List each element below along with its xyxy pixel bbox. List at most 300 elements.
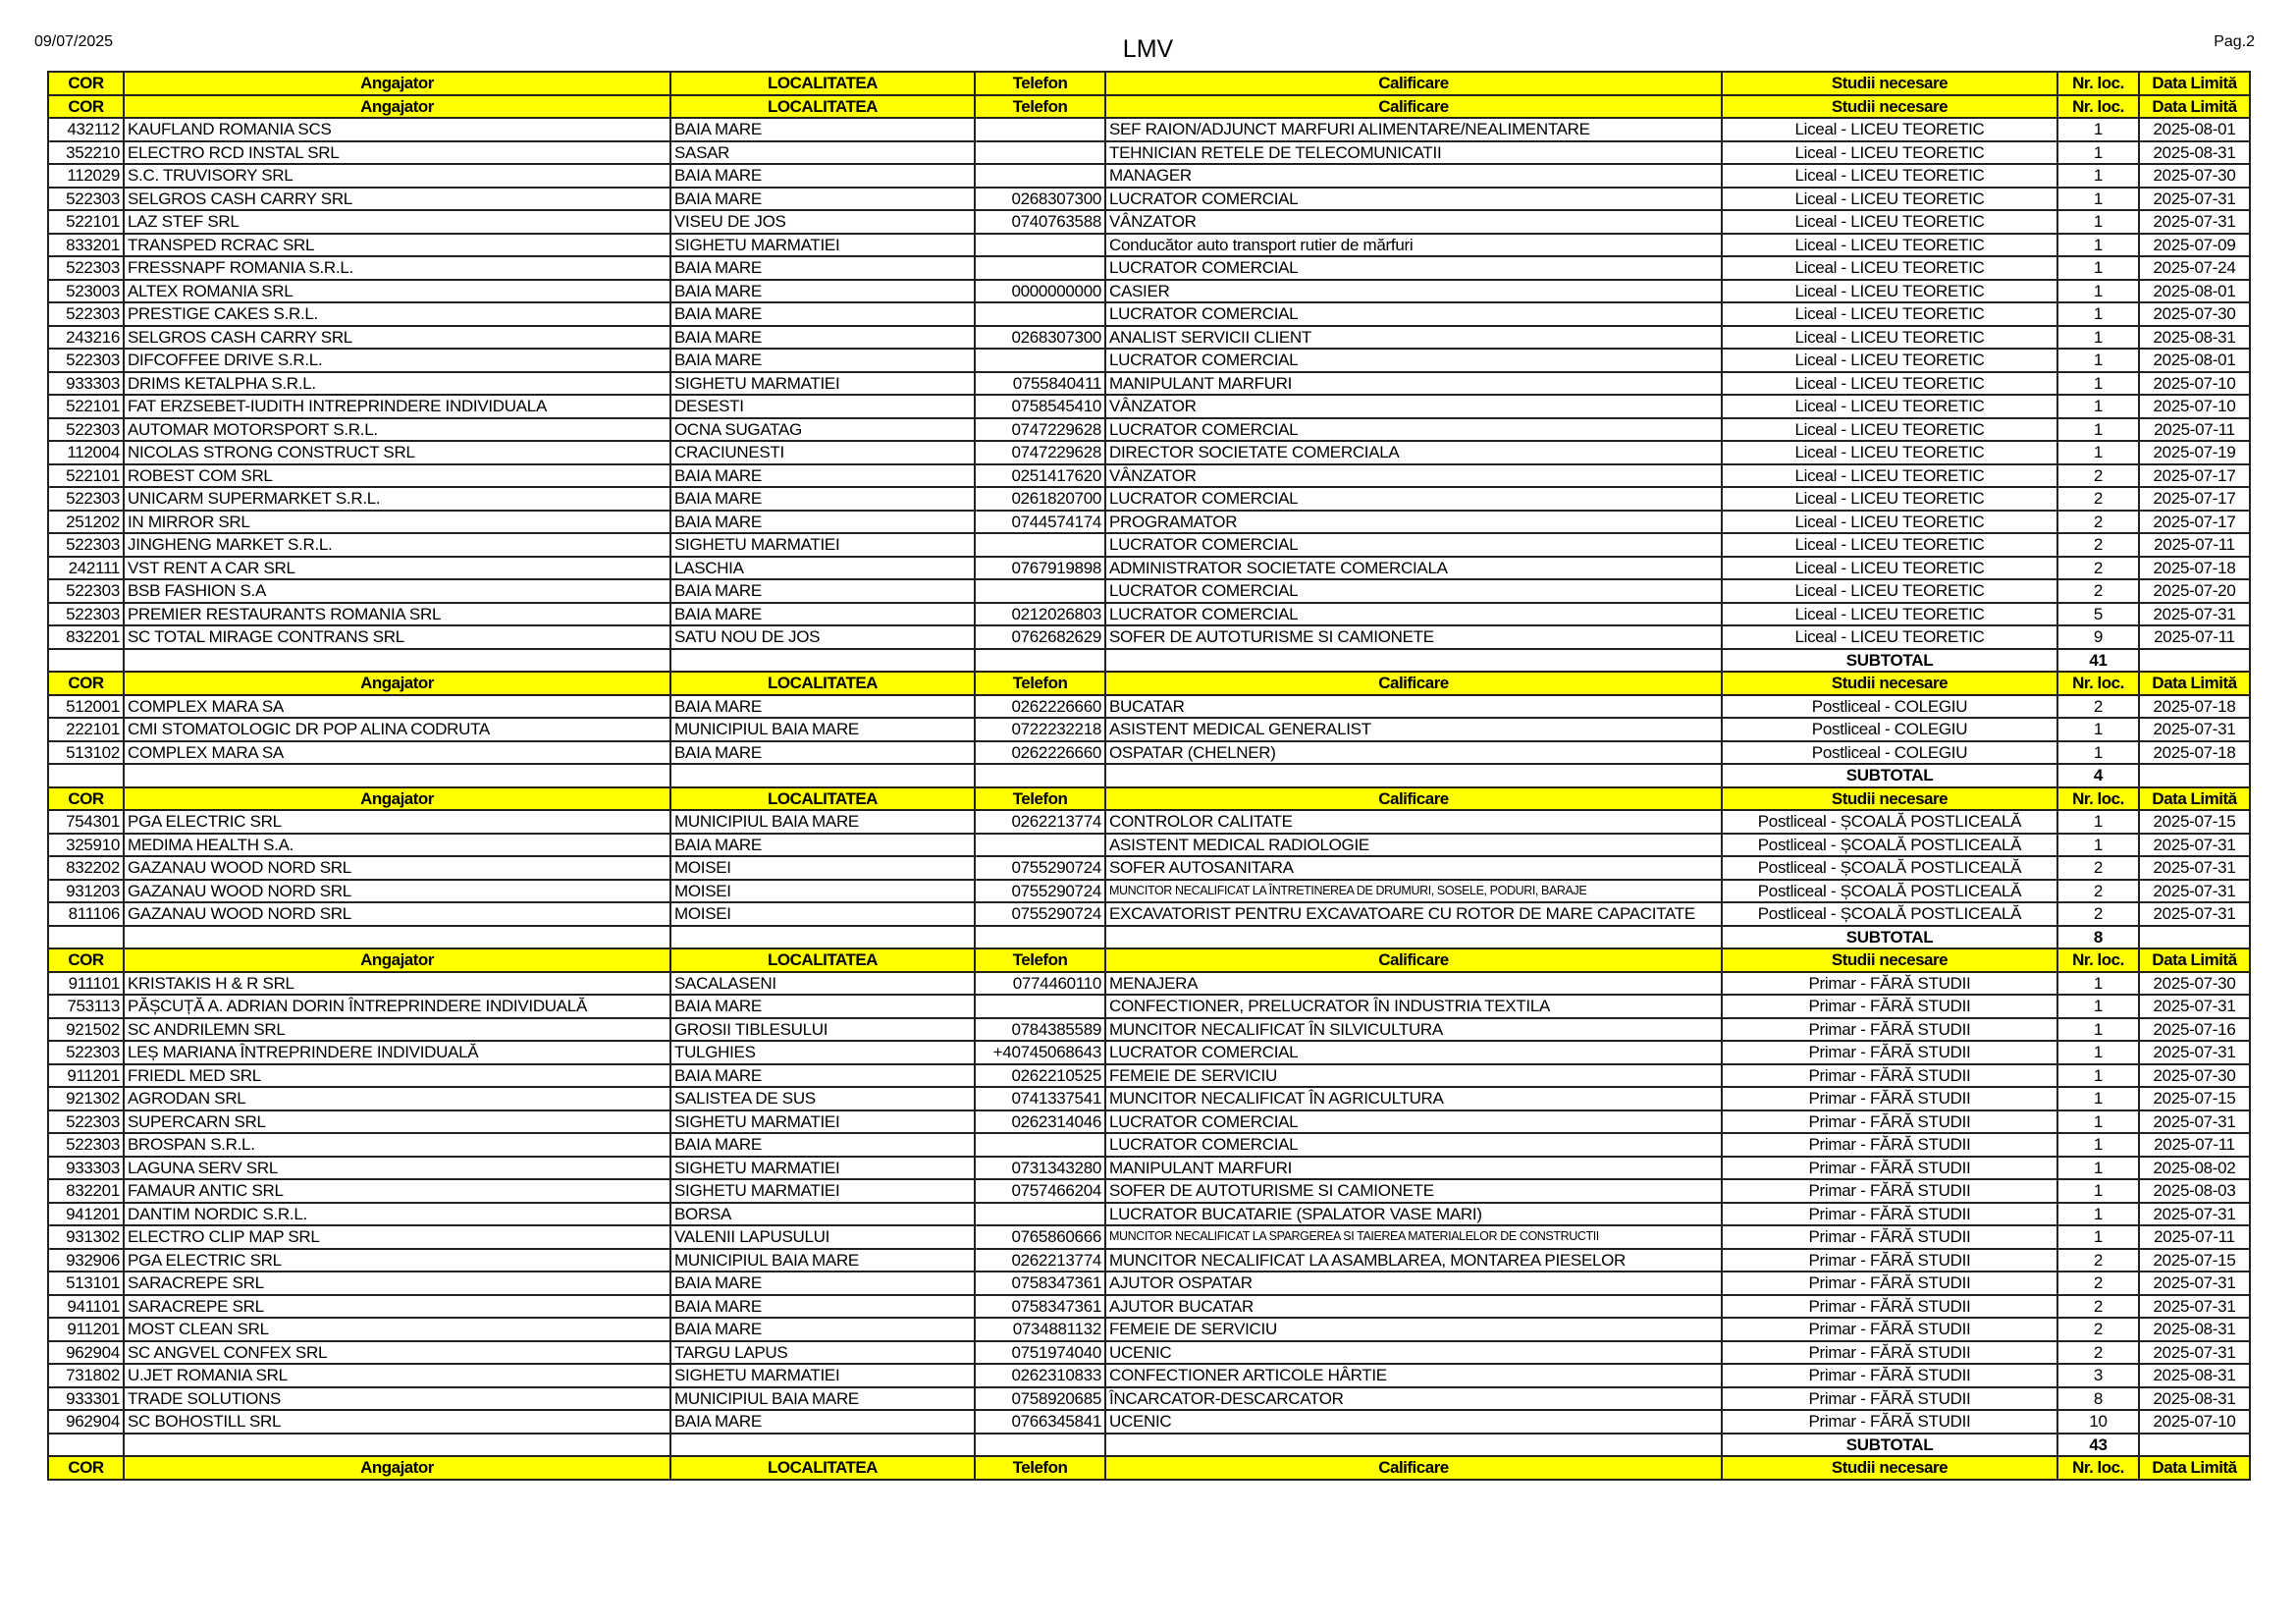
empty-cell: [670, 926, 975, 949]
cell-localitatea: BAIA MARE: [670, 280, 975, 303]
cell-angajator: GAZANAU WOOD NORD SRL: [124, 880, 670, 903]
cell-localitatea: TARGU LAPUS: [670, 1341, 975, 1365]
table-row: [48, 1295, 2250, 1319]
table-row: [48, 1318, 2250, 1341]
cell-nr-loc: 2: [2057, 533, 2139, 557]
cell-cor: 522303: [48, 418, 124, 442]
cell-nr-loc: 1: [2057, 118, 2139, 141]
table-row: [48, 579, 2250, 603]
cell-studii: Primar - FĂRĂ STUDII: [1722, 1018, 2057, 1042]
cell-nr-loc: 2: [2057, 856, 2139, 880]
header-localitatea: LOCALITATEA: [670, 948, 975, 972]
cell-data-limita: 2025-07-09: [2139, 234, 2250, 257]
cell-studii: Liceal - LICEU TEORETIC: [1722, 234, 2057, 257]
cell-angajator: ELECTRO CLIP MAP SRL: [124, 1225, 670, 1249]
cell-cor: 522303: [48, 256, 124, 280]
cell-studii: Liceal - LICEU TEORETIC: [1722, 579, 2057, 603]
cell-nr-loc: 1: [2057, 1225, 2139, 1249]
empty-cell: [1105, 926, 1722, 949]
header-localitatea: LOCALITATEA: [670, 672, 975, 695]
cell-calificare: MUNCITOR NECALIFICAT LA ÎNTRETINEREA DE DRUMURI, SOSELE, PODURI, BARAJE: [1105, 880, 1722, 903]
cell-telefon: 0268307300: [975, 188, 1105, 211]
cell-data-limita: 2025-07-31: [2139, 1041, 2250, 1064]
cell-telefon: [975, 164, 1105, 188]
cell-calificare: MUNCITOR NECALIFICAT ÎN AGRICULTURA: [1105, 1087, 1722, 1110]
cell-nr-loc: 1: [2057, 234, 2139, 257]
cell-cor: 921302: [48, 1087, 124, 1110]
cell-calificare: SOFER DE AUTOTURISME SI CAMIONETE: [1105, 625, 1722, 649]
header-localitatea: LOCALITATEA: [670, 1456, 975, 1480]
cell-localitatea: SIGHETU MARMATIEI: [670, 533, 975, 557]
cell-data-limita: 2025-07-11: [2139, 1133, 2250, 1157]
cell-nr-loc: 1: [2057, 302, 2139, 326]
header-nr-loc: Nr. loc.: [2057, 948, 2139, 972]
cell-cor: 811106: [48, 902, 124, 926]
cell-localitatea: SASAR: [670, 141, 975, 165]
cell-data-limita: 2025-07-19: [2139, 441, 2250, 464]
cell-telefon: 0262314046: [975, 1110, 1105, 1134]
table-row: [48, 141, 2250, 165]
cell-nr-loc: 1: [2057, 418, 2139, 442]
cell-telefon: 0731343280: [975, 1157, 1105, 1180]
cell-cor: 522101: [48, 210, 124, 234]
cell-localitatea: TULGHIES: [670, 1041, 975, 1064]
cell-localitatea: BAIA MARE: [670, 695, 975, 719]
cell-localitatea: SIGHETU MARMATIEI: [670, 1157, 975, 1180]
cell-cor: 522303: [48, 302, 124, 326]
cell-data-limita: 2025-07-31: [2139, 902, 2250, 926]
cell-studii: Primar - FĂRĂ STUDII: [1722, 1295, 2057, 1319]
header-data-limita: Data Limită: [2139, 1456, 2250, 1480]
cell-localitatea: BAIA MARE: [670, 188, 975, 211]
subtotal-value: 4: [2057, 764, 2139, 787]
cell-calificare: LUCRATOR COMERCIAL: [1105, 256, 1722, 280]
header-cor: COR: [48, 948, 124, 972]
cell-localitatea: SIGHETU MARMATIEI: [670, 234, 975, 257]
cell-telefon: [975, 834, 1105, 857]
cell-cor: 112029: [48, 164, 124, 188]
cell-telefon: [975, 141, 1105, 165]
cell-telefon: 0766345841: [975, 1410, 1105, 1434]
cell-data-limita: 2025-07-31: [2139, 995, 2250, 1018]
cell-cor: 522303: [48, 349, 124, 372]
cell-angajator: LAZ STEF SRL: [124, 210, 670, 234]
table-row: [48, 188, 2250, 211]
cell-calificare: PROGRAMATOR: [1105, 511, 1722, 534]
subtotal-value: 43: [2057, 1434, 2139, 1457]
cell-localitatea: BAIA MARE: [670, 326, 975, 350]
cell-nr-loc: 10: [2057, 1410, 2139, 1434]
cell-cor: 522303: [48, 579, 124, 603]
cell-calificare: VÂNZATOR: [1105, 210, 1722, 234]
cell-calificare: ÎNCARCATOR-DESCARCATOR: [1105, 1387, 1722, 1411]
cell-angajator: DANTIM NORDIC S.R.L.: [124, 1203, 670, 1226]
subtotal-label: SUBTOTAL: [1722, 649, 2057, 673]
cell-telefon: 0784385589: [975, 1018, 1105, 1042]
cell-cor: 522303: [48, 487, 124, 511]
cell-data-limita: 2025-08-03: [2139, 1179, 2250, 1203]
cell-cor: 222101: [48, 718, 124, 741]
cell-studii: Primar - FĂRĂ STUDII: [1722, 1225, 2057, 1249]
cell-localitatea: BAIA MARE: [670, 118, 975, 141]
cell-data-limita: 2025-07-30: [2139, 164, 2250, 188]
cell-nr-loc: 1: [2057, 210, 2139, 234]
cell-angajator: GAZANAU WOOD NORD SRL: [124, 856, 670, 880]
table-row: [48, 326, 2250, 350]
cell-calificare: AJUTOR OSPATAR: [1105, 1272, 1722, 1295]
cell-telefon: 0262226660: [975, 695, 1105, 719]
cell-angajator: GAZANAU WOOD NORD SRL: [124, 902, 670, 926]
cell-studii: Primar - FĂRĂ STUDII: [1722, 1041, 2057, 1064]
cell-data-limita: 2025-07-31: [2139, 603, 2250, 626]
cell-localitatea: MOISEI: [670, 856, 975, 880]
table-row: [48, 603, 2250, 626]
cell-data-limita: 2025-07-18: [2139, 557, 2250, 580]
cell-nr-loc: 1: [2057, 372, 2139, 396]
cell-nr-loc: 2: [2057, 880, 2139, 903]
cell-nr-loc: 1: [2057, 395, 2139, 418]
cell-calificare: EXCAVATORIST PENTRU EXCAVATOARE CU ROTOR DE MARE CAPACITATE: [1105, 902, 1722, 926]
cell-cor: 833201: [48, 234, 124, 257]
cell-data-limita: 2025-08-01: [2139, 280, 2250, 303]
cell-nr-loc: 2: [2057, 1295, 2139, 1319]
cell-localitatea: BAIA MARE: [670, 1410, 975, 1434]
cell-telefon: 0262210525: [975, 1064, 1105, 1088]
cell-studii: Primar - FĂRĂ STUDII: [1722, 1133, 2057, 1157]
empty-cell: [1105, 764, 1722, 787]
cell-telefon: [975, 302, 1105, 326]
cell-studii: Liceal - LICEU TEORETIC: [1722, 395, 2057, 418]
header-angajator: Angajator: [124, 787, 670, 811]
header-calificare: Calificare: [1105, 72, 1722, 95]
cell-calificare: MUNCITOR NECALIFICAT LA ASAMBLAREA, MONTAREA PIESELOR: [1105, 1249, 1722, 1272]
header-telefon: Telefon: [975, 1456, 1105, 1480]
cell-telefon: 0741337541: [975, 1087, 1105, 1110]
table-row: [48, 995, 2250, 1018]
cell-telefon: 0262226660: [975, 741, 1105, 765]
cell-studii: Primar - FĂRĂ STUDII: [1722, 1272, 2057, 1295]
cell-telefon: 0762682629: [975, 625, 1105, 649]
table-row: [48, 487, 2250, 511]
cell-data-limita: 2025-07-11: [2139, 418, 2250, 442]
cell-telefon: [975, 234, 1105, 257]
cell-studii: Postliceal - ȘCOALĂ POSTLICEALĂ: [1722, 834, 2057, 857]
cell-cor: 352210: [48, 141, 124, 165]
cell-data-limita: 2025-08-31: [2139, 1318, 2250, 1341]
cell-telefon: 0758545410: [975, 395, 1105, 418]
cell-localitatea: BAIA MARE: [670, 1272, 975, 1295]
cell-angajator: PGA ELECTRIC SRL: [124, 1249, 670, 1272]
cell-cor: 941201: [48, 1203, 124, 1226]
cell-telefon: [975, 579, 1105, 603]
cell-telefon: 0758347361: [975, 1295, 1105, 1319]
header-telefon: Telefon: [975, 672, 1105, 695]
cell-cor: 921502: [48, 1018, 124, 1042]
cell-angajator: SUPERCARN SRL: [124, 1110, 670, 1134]
cell-studii: Primar - FĂRĂ STUDII: [1722, 1364, 2057, 1387]
cell-data-limita: 2025-07-11: [2139, 625, 2250, 649]
cell-calificare: LUCRATOR COMERCIAL: [1105, 603, 1722, 626]
table-row: [48, 1018, 2250, 1042]
cell-nr-loc: 5: [2057, 603, 2139, 626]
cell-data-limita: 2025-08-02: [2139, 1157, 2250, 1180]
cell-data-limita: 2025-07-10: [2139, 395, 2250, 418]
header-data-limita: Data Limită: [2139, 787, 2250, 811]
cell-angajator: S.C. TRUVISORY SRL: [124, 164, 670, 188]
cell-angajator: FRIEDL MED SRL: [124, 1064, 670, 1088]
empty-cell: [48, 764, 124, 787]
cell-angajator: LAGUNA SERV SRL: [124, 1157, 670, 1180]
header-data-limita: Data Limită: [2139, 672, 2250, 695]
cell-studii: Liceal - LICEU TEORETIC: [1722, 210, 2057, 234]
cell-calificare: FEMEIE DE SERVICIU: [1105, 1064, 1722, 1088]
empty-cell: [2139, 764, 2250, 787]
cell-calificare: MANAGER: [1105, 164, 1722, 188]
cell-angajator: CMI STOMATOLOGIC DR POP ALINA CODRUTA: [124, 718, 670, 741]
table-row: [48, 1387, 2250, 1411]
header-studii: Studii necesare: [1722, 1456, 2057, 1480]
cell-telefon: 0755290724: [975, 856, 1105, 880]
cell-data-limita: 2025-07-24: [2139, 256, 2250, 280]
header-calificare: Calificare: [1105, 948, 1722, 972]
cell-cor: 522303: [48, 603, 124, 626]
cell-angajator: VST RENT A CAR SRL: [124, 557, 670, 580]
cell-angajator: DIFCOFFEE DRIVE S.R.L.: [124, 349, 670, 372]
cell-telefon: +40745068643: [975, 1041, 1105, 1064]
page-number: Pag.2: [2214, 33, 2255, 50]
cell-angajator: MEDIMA HEALTH S.A.: [124, 834, 670, 857]
cell-cor: 962904: [48, 1341, 124, 1365]
report-title: LMV: [1122, 35, 1174, 63]
cell-data-limita: 2025-08-31: [2139, 1387, 2250, 1411]
table-row: [48, 718, 2250, 741]
cell-data-limita: 2025-07-31: [2139, 880, 2250, 903]
cell-calificare: SEF RAION/ADJUNCT MARFURI ALIMENTARE/NEALIMENTARE: [1105, 118, 1722, 141]
cell-nr-loc: 2: [2057, 579, 2139, 603]
cell-localitatea: SIGHETU MARMATIEI: [670, 1179, 975, 1203]
cell-localitatea: BAIA MARE: [670, 741, 975, 765]
cell-angajator: AUTOMAR MOTORSPORT S.R.L.: [124, 418, 670, 442]
empty-cell: [975, 649, 1105, 673]
table-row: [48, 118, 2250, 141]
cell-studii: Liceal - LICEU TEORETIC: [1722, 326, 2057, 350]
cell-studii: Liceal - LICEU TEORETIC: [1722, 118, 2057, 141]
cell-localitatea: SACALASENI: [670, 972, 975, 996]
cell-cor: 251202: [48, 511, 124, 534]
cell-data-limita: 2025-07-31: [2139, 834, 2250, 857]
header-nr-loc: Nr. loc.: [2057, 72, 2139, 95]
cell-angajator: PĂȘCUȚĂ A. ADRIAN DORIN ÎNTREPRINDERE INDIVIDUALĂ: [124, 995, 670, 1018]
cell-telefon: 0212026803: [975, 603, 1105, 626]
cell-nr-loc: 1: [2057, 972, 2139, 996]
cell-calificare: OSPATAR (CHELNER): [1105, 741, 1722, 765]
cell-angajator: PRESTIGE CAKES S.R.L.: [124, 302, 670, 326]
empty-cell: [124, 764, 670, 787]
header-telefon: Telefon: [975, 72, 1105, 95]
cell-localitatea: BAIA MARE: [670, 164, 975, 188]
cell-localitatea: VISEU DE JOS: [670, 210, 975, 234]
table-row: [48, 1341, 2250, 1365]
cell-studii: Liceal - LICEU TEORETIC: [1722, 418, 2057, 442]
table-row: [48, 695, 2250, 719]
cell-cor: 933301: [48, 1387, 124, 1411]
table-row: [48, 234, 2250, 257]
cell-angajator: COMPLEX MARA SA: [124, 695, 670, 719]
table-row: [48, 1041, 2250, 1064]
subtotal-value: 8: [2057, 926, 2139, 949]
header-calificare: Calificare: [1105, 672, 1722, 695]
cell-data-limita: 2025-07-10: [2139, 1410, 2250, 1434]
cell-angajator: FRESSNAPF ROMANIA S.R.L.: [124, 256, 670, 280]
cell-nr-loc: 1: [2057, 326, 2139, 350]
cell-localitatea: BORSA: [670, 1203, 975, 1226]
header-angajator: Angajator: [124, 95, 670, 119]
cell-cor: 522101: [48, 395, 124, 418]
cell-angajator: PREMIER RESTAURANTS ROMANIA SRL: [124, 603, 670, 626]
table-header-row: [48, 72, 2250, 95]
cell-cor: 832201: [48, 625, 124, 649]
cell-telefon: [975, 118, 1105, 141]
cell-calificare: MUNCITOR NECALIFICAT LA SPARGEREA SI TAIEREA MATERIALELOR DE CONSTRUCTII: [1105, 1225, 1722, 1249]
header-nr-loc: Nr. loc.: [2057, 95, 2139, 119]
header-calificare: Calificare: [1105, 1456, 1722, 1480]
cell-localitatea: BAIA MARE: [670, 302, 975, 326]
cell-telefon: 0765860666: [975, 1225, 1105, 1249]
cell-localitatea: BAIA MARE: [670, 511, 975, 534]
empty-cell: [670, 1434, 975, 1457]
cell-angajator: DRIMS KETALPHA S.R.L.: [124, 372, 670, 396]
cell-data-limita: 2025-07-11: [2139, 1225, 2250, 1249]
cell-nr-loc: 2: [2057, 511, 2139, 534]
cell-calificare: DIRECTOR SOCIETATE COMERCIALA: [1105, 441, 1722, 464]
table-row: [48, 210, 2250, 234]
cell-telefon: 0262310833: [975, 1364, 1105, 1387]
cell-localitatea: MUNICIPIUL BAIA MARE: [670, 1249, 975, 1272]
cell-data-limita: 2025-07-31: [2139, 718, 2250, 741]
cell-nr-loc: 1: [2057, 810, 2139, 834]
cell-localitatea: SIGHETU MARMATIEI: [670, 372, 975, 396]
table-header-row: [48, 95, 2250, 119]
cell-telefon: 0747229628: [975, 441, 1105, 464]
cell-calificare: Conducător auto transport rutier de mărfuri: [1105, 234, 1722, 257]
cell-localitatea: BAIA MARE: [670, 1295, 975, 1319]
cell-studii: Liceal - LICEU TEORETIC: [1722, 256, 2057, 280]
cell-angajator: BROSPAN S.R.L.: [124, 1133, 670, 1157]
table-row: [48, 625, 2250, 649]
cell-angajator: FAMAUR ANTIC SRL: [124, 1179, 670, 1203]
cell-data-limita: 2025-07-18: [2139, 741, 2250, 765]
cell-studii: Postliceal - COLEGIU: [1722, 741, 2057, 765]
cell-cor: 941101: [48, 1295, 124, 1319]
empty-cell: [48, 649, 124, 673]
header-nr-loc: Nr. loc.: [2057, 787, 2139, 811]
header-data-limita: Data Limită: [2139, 95, 2250, 119]
table-row: [48, 511, 2250, 534]
table-row: [48, 164, 2250, 188]
empty-cell: [124, 1434, 670, 1457]
cell-localitatea: SIGHETU MARMATIEI: [670, 1110, 975, 1134]
table-row: [48, 834, 2250, 857]
cell-localitatea: SIGHETU MARMATIEI: [670, 1364, 975, 1387]
cell-localitatea: CRACIUNESTI: [670, 441, 975, 464]
cell-data-limita: 2025-08-01: [2139, 349, 2250, 372]
cell-data-limita: 2025-07-20: [2139, 579, 2250, 603]
header-calificare: Calificare: [1105, 787, 1722, 811]
cell-nr-loc: 2: [2057, 695, 2139, 719]
cell-data-limita: 2025-07-31: [2139, 1272, 2250, 1295]
cell-telefon: 0722232218: [975, 718, 1105, 741]
cell-telefon: 0757466204: [975, 1179, 1105, 1203]
empty-cell: [2139, 1434, 2250, 1457]
job-vacancies-table: [47, 71, 2251, 1481]
cell-localitatea: MOISEI: [670, 902, 975, 926]
cell-cor: 931302: [48, 1225, 124, 1249]
cell-angajator: JINGHENG MARKET S.R.L.: [124, 533, 670, 557]
header-studii: Studii necesare: [1722, 948, 2057, 972]
cell-nr-loc: 1: [2057, 280, 2139, 303]
cell-localitatea: BAIA MARE: [670, 834, 975, 857]
header-telefon: Telefon: [975, 787, 1105, 811]
cell-studii: Primar - FĂRĂ STUDII: [1722, 1387, 2057, 1411]
header-cor: COR: [48, 1456, 124, 1480]
table-row: [48, 856, 2250, 880]
cell-calificare: ASISTENT MEDICAL GENERALIST: [1105, 718, 1722, 741]
table-row: [48, 349, 2250, 372]
table-row: [48, 1133, 2250, 1157]
cell-telefon: 0262213774: [975, 810, 1105, 834]
empty-cell: [2139, 649, 2250, 673]
subtotal-row: [48, 649, 2250, 673]
cell-localitatea: BAIA MARE: [670, 579, 975, 603]
subtotal-row: [48, 926, 2250, 949]
cell-data-limita: 2025-07-30: [2139, 972, 2250, 996]
cell-nr-loc: 1: [2057, 141, 2139, 165]
cell-studii: Liceal - LICEU TEORETIC: [1722, 603, 2057, 626]
cell-calificare: LUCRATOR COMERCIAL: [1105, 1041, 1722, 1064]
cell-angajator: UNICARM SUPERMARKET S.R.L.: [124, 487, 670, 511]
cell-studii: Postliceal - COLEGIU: [1722, 695, 2057, 719]
header-angajator: Angajator: [124, 672, 670, 695]
cell-calificare: LUCRATOR COMERCIAL: [1105, 1110, 1722, 1134]
cell-angajator: ELECTRO RCD INSTAL SRL: [124, 141, 670, 165]
cell-angajator: U.JET ROMANIA SRL: [124, 1364, 670, 1387]
cell-data-limita: 2025-07-31: [2139, 1341, 2250, 1365]
cell-calificare: LUCRATOR COMERCIAL: [1105, 487, 1722, 511]
cell-cor: 933303: [48, 372, 124, 396]
cell-calificare: CONFECTIONER ARTICOLE HÂRTIE: [1105, 1364, 1722, 1387]
cell-studii: Primar - FĂRĂ STUDII: [1722, 1341, 2057, 1365]
cell-angajator: ROBEST COM SRL: [124, 464, 670, 488]
cell-nr-loc: 2: [2057, 487, 2139, 511]
cell-nr-loc: 1: [2057, 1087, 2139, 1110]
table-row: [48, 1064, 2250, 1088]
cell-cor: 754301: [48, 810, 124, 834]
cell-localitatea: MOISEI: [670, 880, 975, 903]
empty-cell: [48, 926, 124, 949]
cell-angajator: SC ANDRILEMN SRL: [124, 1018, 670, 1042]
cell-localitatea: MUNICIPIUL BAIA MARE: [670, 1387, 975, 1411]
cell-angajator: SC ANGVEL CONFEX SRL: [124, 1341, 670, 1365]
cell-data-limita: 2025-07-15: [2139, 1249, 2250, 1272]
cell-studii: Primar - FĂRĂ STUDII: [1722, 995, 2057, 1018]
cell-telefon: 0758347361: [975, 1272, 1105, 1295]
cell-telefon: 0758920685: [975, 1387, 1105, 1411]
cell-nr-loc: 1: [2057, 718, 2139, 741]
cell-cor: 243216: [48, 326, 124, 350]
cell-nr-loc: 1: [2057, 349, 2139, 372]
header-cor: COR: [48, 95, 124, 119]
cell-cor: 522303: [48, 533, 124, 557]
